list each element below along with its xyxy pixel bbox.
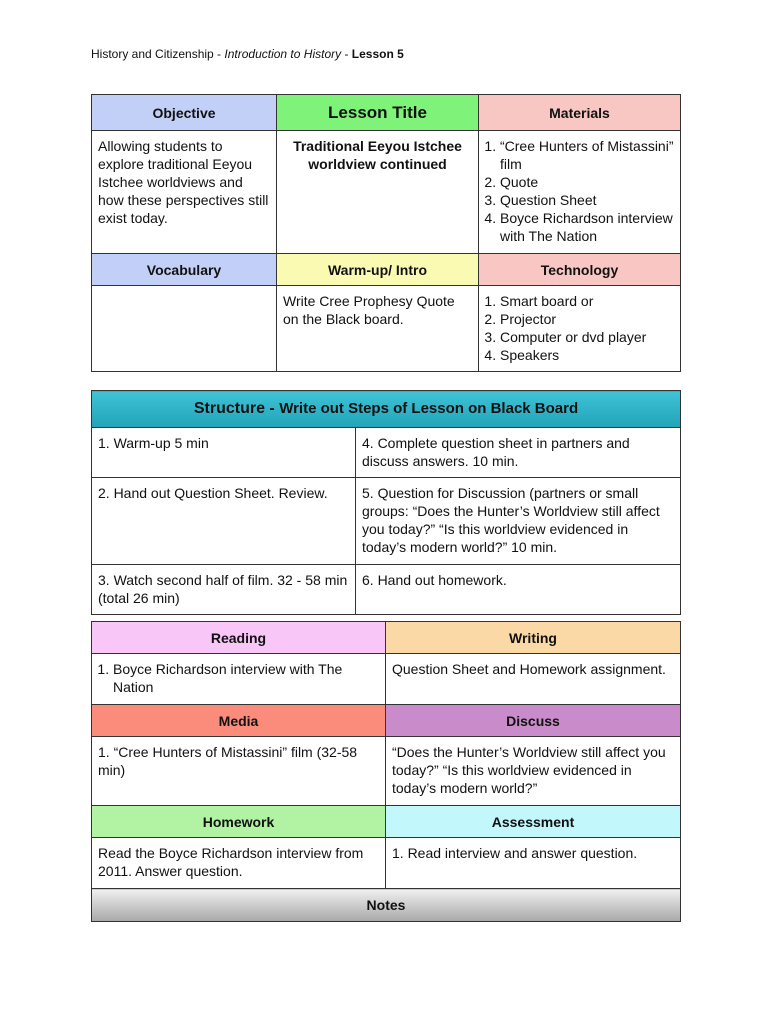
unit-name: Introduction to History	[224, 47, 342, 61]
materials-list	[485, 137, 674, 245]
structure-step: 2. Hand out Question Sheet. Review.	[92, 478, 356, 565]
lesson-title-header: Lesson Title	[277, 95, 479, 131]
reading-header: Reading	[92, 622, 386, 654]
warmup-header: Warm-up/ Intro	[277, 254, 479, 286]
structure-step: 1. Warm-up 5 min	[92, 428, 356, 478]
structure-header	[92, 391, 681, 428]
lesson-number: Lesson 5	[351, 47, 404, 61]
course-name: History and Citizenship -	[91, 47, 225, 61]
media-text: 1. “Cree Hunters of Mistassini” film (32-58 min)	[92, 737, 386, 806]
document-header	[91, 47, 404, 61]
materials-cell	[479, 131, 681, 254]
assessment-header: Assessment	[386, 806, 681, 838]
lesson-plan-table	[91, 94, 681, 372]
materials-item: 3. Question Sheet	[500, 191, 674, 209]
materials-item: 2. Quote	[500, 173, 674, 191]
discuss-text: “Does the Hunter’s Worldview still affect you today?” “Is this worldview evidenced in today’s modern world?”	[386, 737, 681, 806]
technology-item: 2. Projector	[500, 310, 674, 328]
technology-cell	[479, 286, 681, 372]
warmup-text: Write Cree Prophesy Quote on the Black board.	[277, 286, 479, 372]
writing-text: Question Sheet and Homework assignment.	[386, 654, 681, 705]
structure-step: 5. Question for Discussion (partners or small groups: “Does the Hunter’s Worldview still affect you today?” “Is this worldview evidenced in today’s modern world?” 10 min.	[356, 478, 681, 565]
reading-item: 1. Boyce Richardson interview with The Nation	[113, 660, 379, 696]
structure-table	[91, 390, 681, 615]
assessment-text: 1. Read interview and answer question.	[386, 838, 681, 889]
structure-header-bold: Structure -	[193, 400, 280, 417]
activities-table	[91, 621, 681, 922]
vocabulary-text	[92, 286, 277, 372]
technology-header: Technology	[479, 254, 681, 286]
structure-step: 3. Watch second half of film. 32 - 58 min (total 26 min)	[92, 565, 356, 615]
technology-item: 3. Computer or dvd player	[500, 328, 674, 346]
notes-header: Notes	[92, 889, 681, 922]
lesson-title-text: Traditional Eeyou Istchee worldview continued	[277, 131, 479, 254]
objective-text: Allowing students to explore traditional Eeyou Istchee worldviews and how these perspectives still exist today.	[92, 131, 277, 254]
structure-step: 4. Complete question sheet in partners and discuss answers. 10 min.	[356, 428, 681, 478]
materials-item: 4. Boyce Richardson interview with The Nation	[500, 209, 674, 245]
structure-header-rest: Write out Steps of Lesson on Black Board	[279, 400, 579, 417]
materials-item: 1. “Cree Hunters of Mistassini” film	[500, 137, 674, 173]
discuss-header: Discuss	[386, 705, 681, 737]
homework-text: Read the Boyce Richardson interview from 2011. Answer question.	[92, 838, 386, 889]
writing-header: Writing	[386, 622, 681, 654]
reading-list	[98, 660, 379, 696]
technology-item: 1. Smart board or	[500, 292, 674, 310]
header-separator: -	[341, 47, 352, 61]
homework-header: Homework	[92, 806, 386, 838]
vocabulary-header: Vocabulary	[92, 254, 277, 286]
media-header: Media	[92, 705, 386, 737]
technology-item: 4. Speakers	[500, 346, 674, 364]
structure-step: 6. Hand out homework.	[356, 565, 681, 615]
technology-list	[485, 292, 674, 364]
objective-header: Objective	[92, 95, 277, 131]
reading-cell	[92, 654, 386, 705]
materials-header: Materials	[479, 95, 681, 131]
